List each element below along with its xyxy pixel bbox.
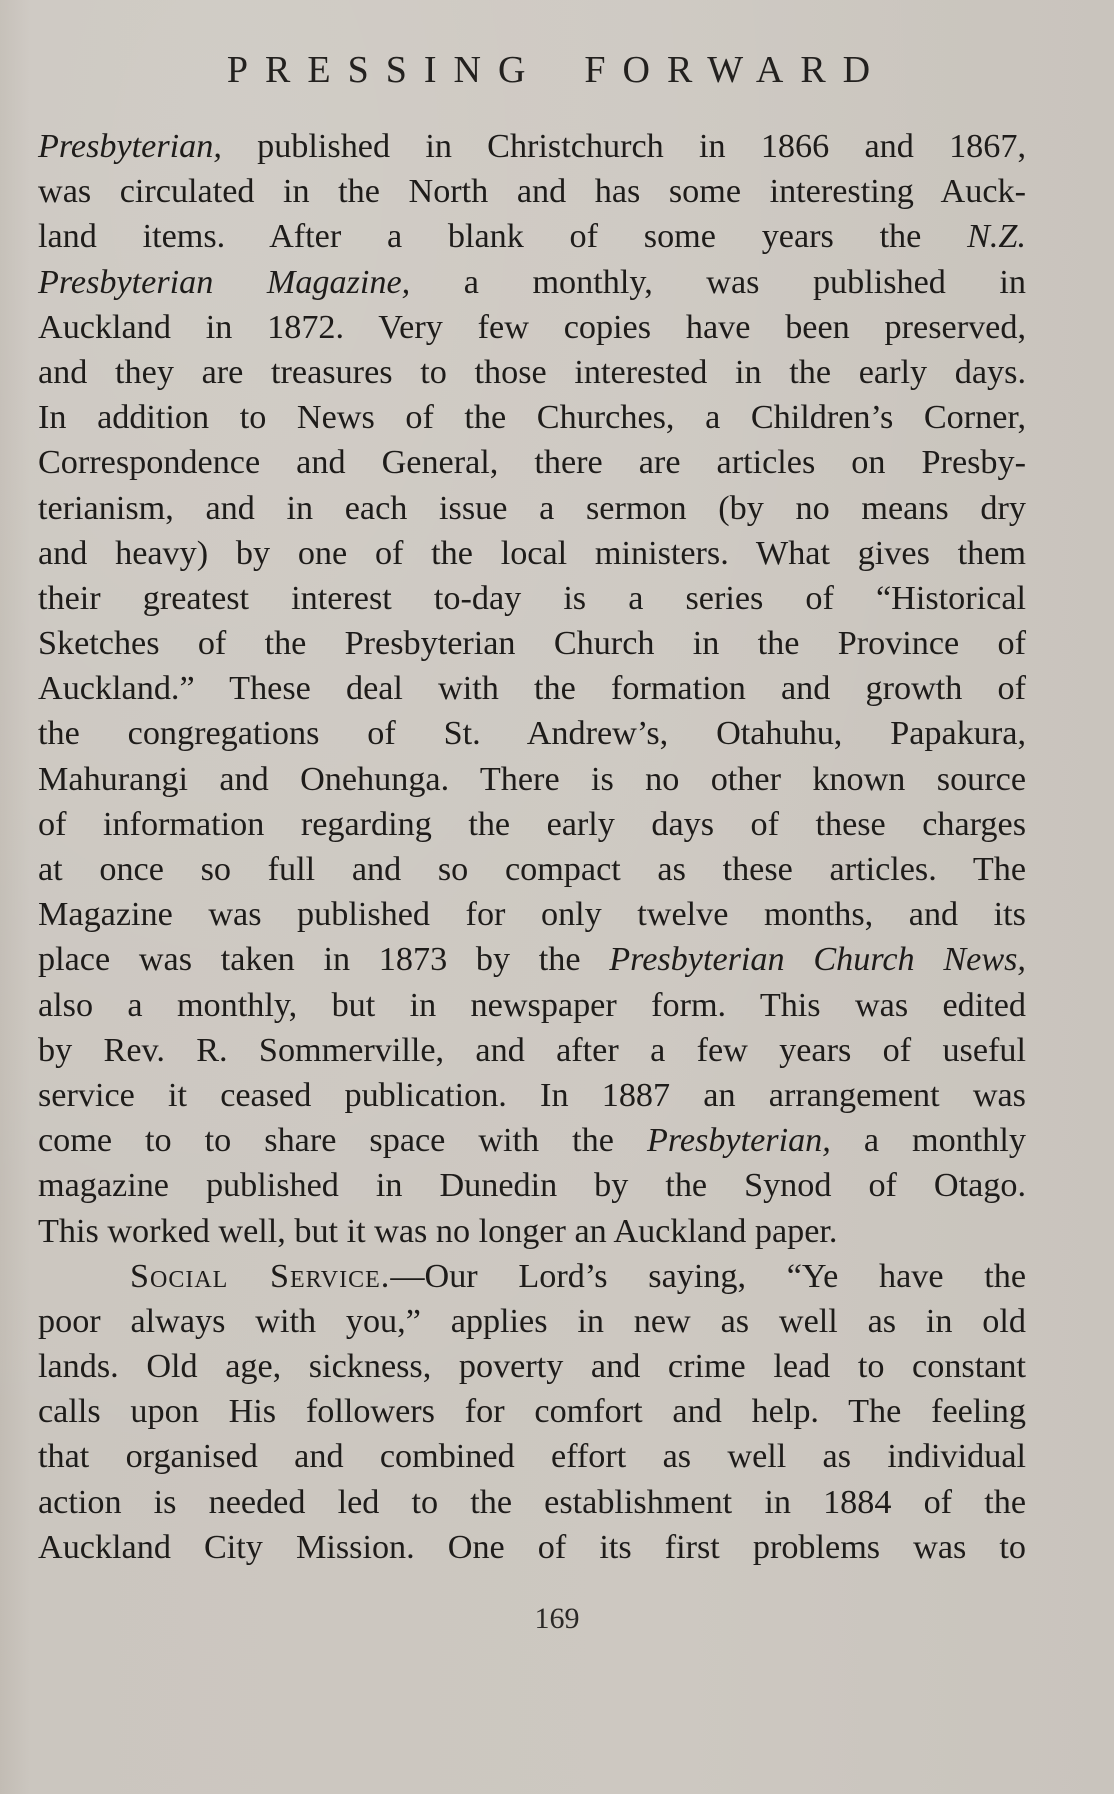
text-line xyxy=(38,983,1026,1028)
text-run: lands. Old age, sickness, poverty and crime lead to constant xyxy=(38,1348,1026,1386)
text-run: This worked well, but it was no longer an Auckland paper. xyxy=(38,1212,838,1250)
text-line xyxy=(38,1028,1026,1073)
text-line xyxy=(38,1073,1026,1118)
text-run: of information regarding the early days of these charges xyxy=(38,805,1026,843)
text-line xyxy=(38,486,1026,531)
text-line xyxy=(38,1480,1026,1525)
text-line xyxy=(38,666,1026,711)
text-line xyxy=(38,395,1026,440)
text-run: also a monthly, but in newspaper form. This was edited xyxy=(38,986,1026,1024)
text-line xyxy=(38,1389,1026,1434)
text-run: and they are treasures to those interested in the early days. xyxy=(38,353,1026,391)
text-run: land items. After a blank of some years the xyxy=(38,218,968,256)
page-number: 169 xyxy=(534,1602,580,1635)
text-line xyxy=(38,711,1026,756)
text-line xyxy=(38,757,1026,802)
text-line xyxy=(38,576,1026,621)
running-head-word-1: PRESSING xyxy=(226,49,543,91)
running-head xyxy=(0,48,1114,92)
text-line xyxy=(38,260,1026,305)
text-line xyxy=(38,305,1026,350)
text-line xyxy=(38,214,1026,259)
text-run: calls upon His followers for comfort and help. The feeling xyxy=(38,1393,1026,1431)
text-line xyxy=(38,1163,1026,1208)
text-line xyxy=(38,621,1026,666)
text-run: poor always with you,” applies in new as well as in old xyxy=(38,1302,1026,1340)
text-run: that organised and combined effort as well as individual xyxy=(38,1438,1026,1476)
text-run: come to to share space with the xyxy=(38,1122,647,1160)
italic-title: N.Z. xyxy=(967,218,1026,256)
text-line xyxy=(38,847,1026,892)
text-run: Sketches of the Presbyterian Church in the Province of xyxy=(38,625,1026,663)
text-line xyxy=(38,531,1026,576)
text-run: terianism, and in each issue a sermon (by no means dry xyxy=(38,489,1026,527)
running-head-word-2: FORWARD xyxy=(584,49,888,91)
text-run: place was taken in 1873 by the xyxy=(38,941,610,979)
text-line xyxy=(38,1299,1026,1344)
italic-title: Presbyterian Church News, xyxy=(609,941,1026,979)
text-line xyxy=(38,350,1026,395)
text-run: magazine published in Dunedin by the Synod of Otago. xyxy=(38,1167,1026,1205)
text-line xyxy=(38,1209,1026,1254)
text-run: —Our Lord’s saying, “Ye have the xyxy=(390,1257,1026,1295)
text-run: the congregations of St. Andrew’s, Otahuhu, Papakura, xyxy=(38,715,1026,753)
text-run: by Rev. R. Sommerville, and after a few years of useful xyxy=(38,1031,1026,1069)
italic-title: Presbyterian, xyxy=(38,128,222,165)
body-text xyxy=(38,124,1026,1570)
text-line xyxy=(38,1434,1026,1479)
text-run: service it ceased publication. In 1887 an arrangement was xyxy=(38,1076,1026,1114)
text-line xyxy=(38,937,1026,982)
text-run: action is needed led to the establishment in 1884 of the xyxy=(38,1483,1026,1521)
text-run: at once so full and so compact as these articles. The xyxy=(38,851,1026,888)
text-run: a monthly xyxy=(830,1122,1026,1160)
text-line xyxy=(38,124,1026,169)
italic-title: Presbyterian, xyxy=(646,1122,831,1160)
text-run: Correspondence and General, there are articles on Presby- xyxy=(38,444,1026,482)
text-line xyxy=(38,1344,1026,1389)
text-line xyxy=(38,892,1026,937)
text-run: Magazine was published for only twelve months, and its xyxy=(38,896,1026,934)
text-run: Mahurangi and Onehunga. There is no other known source xyxy=(38,760,1026,798)
text-run: In addition to News of the Churches, a Children’s Corner, xyxy=(38,399,1026,437)
text-line xyxy=(38,440,1026,485)
text-run: Auckland City Mission. One of its first problems was to xyxy=(38,1528,1026,1566)
section-heading: Social Service. xyxy=(130,1257,391,1295)
text-run: Auckland.” These deal with the formation and growth of xyxy=(38,670,1026,708)
text-line xyxy=(38,169,1026,214)
text-run: a monthly, was published in xyxy=(410,263,1026,301)
text-run: Auckland in 1872. Very few copies have been preserved, xyxy=(38,308,1026,346)
text-run: and heavy) by one of the local ministers. What gives them xyxy=(38,534,1026,572)
text-run: was circulated in the North and has some interesting Auck- xyxy=(38,173,1026,211)
text-run: their greatest interest to-day is a series of “Historical xyxy=(38,579,1026,617)
text-line xyxy=(38,802,1026,847)
italic-title: Presbyterian Magazine, xyxy=(38,263,411,301)
text-line xyxy=(38,1525,1026,1570)
text-run: published in Christchurch in 1866 and 1867, xyxy=(221,128,1026,165)
text-line xyxy=(38,1118,1026,1163)
text-line xyxy=(38,1254,1026,1299)
